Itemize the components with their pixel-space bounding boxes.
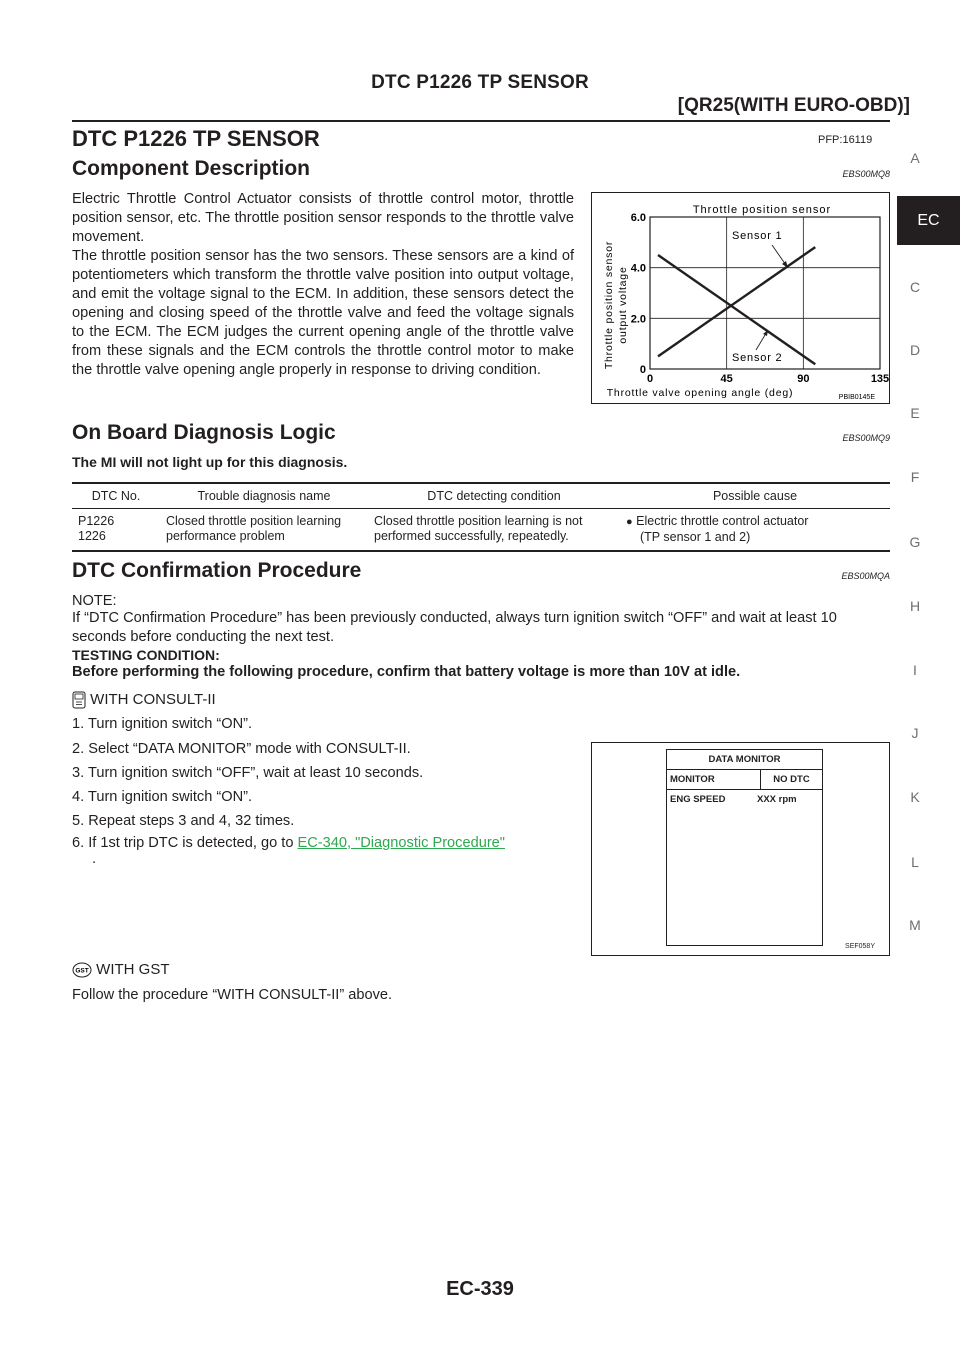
consult-heading bbox=[72, 691, 216, 709]
chart-y-label-line2: output voltage bbox=[617, 266, 629, 344]
gst-heading bbox=[72, 961, 170, 978]
side-index-c[interactable]: C bbox=[909, 279, 921, 295]
component-description-text bbox=[72, 190, 574, 380]
y-tick-label: 4.0 bbox=[630, 262, 646, 275]
eng-speed-label: ENG SPEED bbox=[670, 794, 726, 805]
gst-icon-text: GST bbox=[75, 967, 89, 975]
cell-trouble-name: Closed throttle position learning performance problem bbox=[166, 514, 342, 543]
chart-y-label-line1: Throttle position sensor bbox=[603, 240, 615, 370]
data-monitor-status-row bbox=[667, 770, 822, 790]
cell-possible-cause bbox=[620, 509, 890, 551]
component-paragraph-2: The throttle position sensor has the two sensors. These sensors are a kind of potentiometers which transform the throttle valve position into output voltage, and emit the voltage signal to the ECM. In addition, these sensors detect the opening and closing speed of the throttle valve and feed the voltage signals to the ECM. The ECM judges the current opening angle of the throttle valve from these signals and the ECM controls the throttle control motor to make the throttle valve opening angle properly in response to driving condition. bbox=[72, 248, 574, 378]
gst-text: Follow the procedure “WITH CONSULT-II” above. bbox=[72, 987, 393, 1003]
page-header-subtitle: [QR25(WITH EURO-OBD)] bbox=[677, 95, 910, 116]
side-index-g[interactable]: G bbox=[909, 534, 921, 550]
cause-line-1: Electric throttle control actuator bbox=[636, 514, 809, 528]
eng-speed-value: XXX rpm bbox=[757, 794, 797, 805]
step-1: 1. Turn ignition switch “ON”. bbox=[72, 716, 253, 732]
component-paragraph-1: Electric Throttle Control Actuator consists of throttle control motor, throttle position sensor, etc. The throttle position sensor responds to the throttle valve movement. bbox=[72, 191, 574, 245]
side-index-f[interactable]: F bbox=[910, 469, 920, 485]
side-index-a[interactable]: A bbox=[910, 150, 920, 166]
side-index-h[interactable]: H bbox=[909, 598, 921, 614]
series-line-2 bbox=[658, 255, 815, 364]
side-index-j[interactable]: J bbox=[911, 725, 919, 741]
step-3: 3. Turn ignition switch “OFF”, wait at least 10 seconds. bbox=[72, 765, 424, 781]
confirmation-heading: DTC Confirmation Procedure bbox=[72, 559, 362, 582]
obd-code: EBS00MQ9 bbox=[842, 433, 890, 443]
figure1-code: PBIB0145E bbox=[838, 394, 875, 401]
dtc-table-wrapper bbox=[72, 482, 890, 552]
testing-condition-label: TESTING CONDITION: bbox=[72, 647, 220, 663]
cell-condition: Closed throttle position learning is not performed successfully, repeatedly. bbox=[374, 514, 583, 543]
part-number: PFP:16119 bbox=[818, 134, 873, 146]
side-index-d[interactable]: D bbox=[909, 342, 921, 358]
data-monitor-item-row bbox=[667, 790, 822, 809]
component-description-code: EBS00MQ8 bbox=[842, 169, 890, 179]
header-rule bbox=[72, 120, 890, 122]
component-description-heading: Component Description bbox=[72, 157, 311, 180]
side-index-l[interactable]: L bbox=[911, 854, 919, 870]
header-trouble-name: Trouble diagnosis name bbox=[160, 484, 368, 509]
cause-line-2: (TP sensor 1 and 2) bbox=[640, 530, 751, 544]
header-dtc-no: DTC No. bbox=[72, 484, 160, 509]
y-tick-label: 2.0 bbox=[630, 313, 646, 326]
step-6-text: 6. If 1st trip DTC is detected, go to bbox=[72, 835, 298, 851]
confirmation-code: EBS00MQA bbox=[841, 571, 890, 581]
x-tick-label: 0 bbox=[646, 373, 654, 385]
mi-note: The MI will not light up for this diagnosis. bbox=[72, 454, 348, 470]
throttle-sensor-figure bbox=[591, 192, 890, 404]
dtc-table-header bbox=[72, 484, 890, 509]
dtc-number: P1226 bbox=[78, 514, 115, 528]
y-tick-label: 6.0 bbox=[630, 212, 646, 224]
x-tick-label: 90 bbox=[797, 373, 810, 385]
chart-title: Throttle position sensor bbox=[692, 204, 832, 216]
page-header-title: DTC P1226 TP SENSOR bbox=[371, 72, 589, 93]
monitor-label: MONITOR bbox=[670, 774, 715, 785]
testing-condition-text: Before performing the following procedure, confirm that battery voltage is more than 10V at idle. bbox=[72, 664, 741, 680]
figure2-code: SEF058Y bbox=[845, 943, 875, 950]
cell-dtc-no bbox=[72, 509, 160, 551]
data-monitor-screen bbox=[666, 749, 823, 946]
side-index-e[interactable]: E bbox=[910, 405, 920, 421]
gst-heading-text: WITH GST bbox=[96, 961, 170, 978]
diagnostic-procedure-link[interactable]: EC-340, "Diagnostic Procedure" bbox=[297, 835, 505, 851]
consult-icon bbox=[72, 691, 86, 709]
x-tick-label: 45 bbox=[720, 373, 733, 385]
data-monitor-title: DATA MONITOR bbox=[667, 750, 822, 770]
consult-heading-text: WITH CONSULT-II bbox=[90, 691, 216, 708]
y-tick-label: 0 bbox=[639, 364, 646, 376]
chart-lines bbox=[658, 230, 815, 364]
series-line-1 bbox=[658, 247, 815, 356]
note-text: If “DTC Confirmation Procedure” has been previously conducted, always turn ignition switch “OFF” and wait at least 10 seconds before conducting the next test. bbox=[72, 610, 837, 645]
status-no-dtc: NO DTC bbox=[760, 770, 822, 789]
header-condition: DTC detecting condition bbox=[368, 484, 620, 509]
step-5: 5. Repeat steps 3 and 4, 32 times. bbox=[72, 813, 295, 829]
side-index-i[interactable]: I bbox=[913, 662, 917, 678]
data-monitor-figure bbox=[591, 742, 890, 956]
sensor-2-label: Sensor 2 bbox=[732, 352, 783, 364]
page-number: EC-339 bbox=[446, 1278, 514, 1300]
gst-icon bbox=[72, 962, 92, 978]
x-tick-label: 135 bbox=[870, 373, 889, 385]
dtc-table bbox=[72, 484, 890, 550]
header-possible-cause: Possible cause bbox=[620, 484, 890, 509]
step-4: 4. Turn ignition switch “ON”. bbox=[72, 789, 253, 805]
side-index-k[interactable]: K bbox=[910, 789, 920, 805]
throttle-sensor-chart bbox=[592, 193, 889, 403]
table-row bbox=[72, 509, 890, 551]
step-6 bbox=[72, 835, 592, 867]
dtc-code: 1226 bbox=[78, 529, 106, 543]
sensor-1-label: Sensor 1 bbox=[732, 230, 783, 242]
section-title: DTC P1226 TP SENSOR bbox=[72, 126, 320, 151]
step-2: 2. Select “DATA MONITOR” mode with CONSULT-II. bbox=[72, 741, 411, 757]
side-index-m[interactable]: M bbox=[909, 917, 921, 933]
bullet-icon: ● bbox=[626, 516, 633, 528]
chart-x-label: Throttle valve opening angle (deg) bbox=[606, 387, 794, 399]
step-6-period: . bbox=[92, 851, 97, 867]
side-index-ec-active[interactable]: EC bbox=[897, 196, 960, 245]
note-label: NOTE: bbox=[72, 593, 117, 609]
obd-heading: On Board Diagnosis Logic bbox=[72, 421, 336, 444]
